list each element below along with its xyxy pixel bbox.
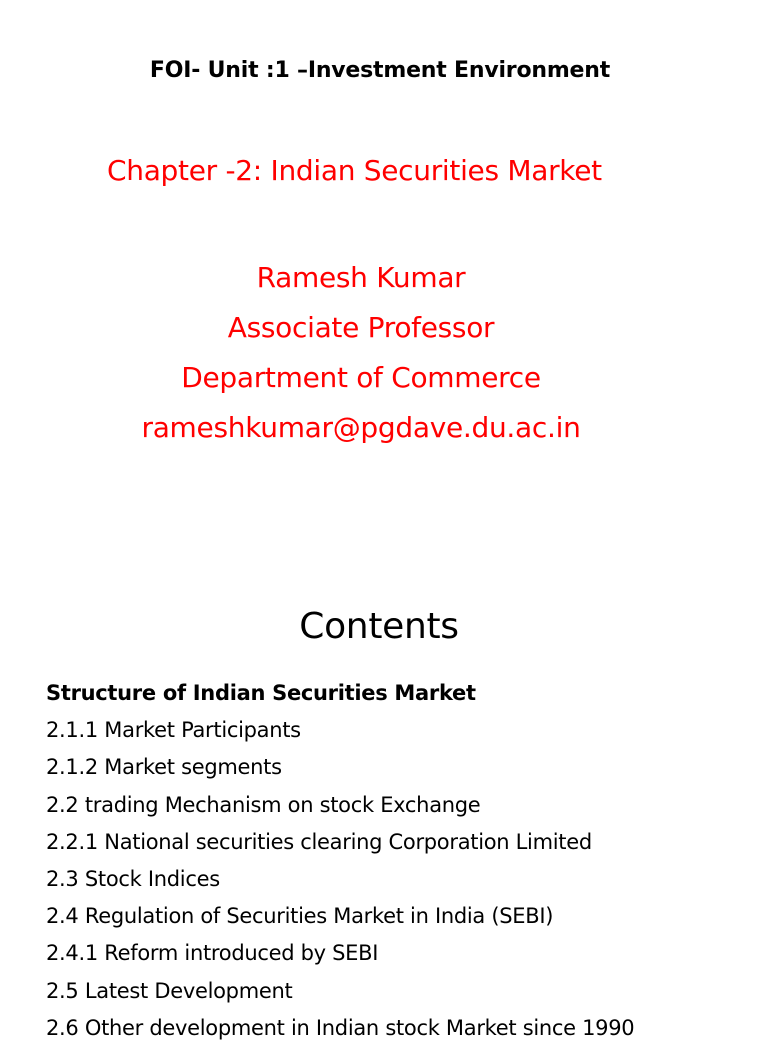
contents-item: 2.5 Latest Development <box>46 978 293 1003</box>
contents-item: 2.2.1 National securities clearing Corporation Limited <box>46 829 592 854</box>
author-email: rameshkumar@pgdave.du.ac.in <box>141 411 581 444</box>
chapter-title: Chapter -2: Indian Securities Market <box>107 154 602 187</box>
author-designation: Associate Professor <box>227 311 495 344</box>
contents-item: 2.6 Other development in Indian stock Market since 1990 <box>46 1015 635 1040</box>
author-block <box>0 253 722 453</box>
contents-item: 2.4 Regulation of Securities Market in India (SEBI) <box>46 904 554 929</box>
author-department: Department of Commerce <box>181 361 541 394</box>
contents-item: 2.1.1 Market Participants <box>46 718 301 743</box>
contents-section-heading: Structure of Indian Securities Market <box>46 681 476 705</box>
unit-title: FOI- Unit :1 –Investment Environment <box>149 58 611 83</box>
contents-item: 2.3 Stock Indices <box>46 866 220 891</box>
contents-item: 2.1.2 Market segments <box>46 755 282 780</box>
contents-list <box>46 678 634 1050</box>
contents-item: 2.4.1 Reform introduced by SEBI <box>46 941 379 966</box>
title-slide <box>0 0 768 520</box>
author-name: Ramesh Kumar <box>256 261 466 294</box>
contents-item: 2.2 trading Mechanism on stock Exchange <box>46 792 481 817</box>
contents-slide <box>0 600 768 1040</box>
contents-heading: Contents <box>299 606 459 647</box>
